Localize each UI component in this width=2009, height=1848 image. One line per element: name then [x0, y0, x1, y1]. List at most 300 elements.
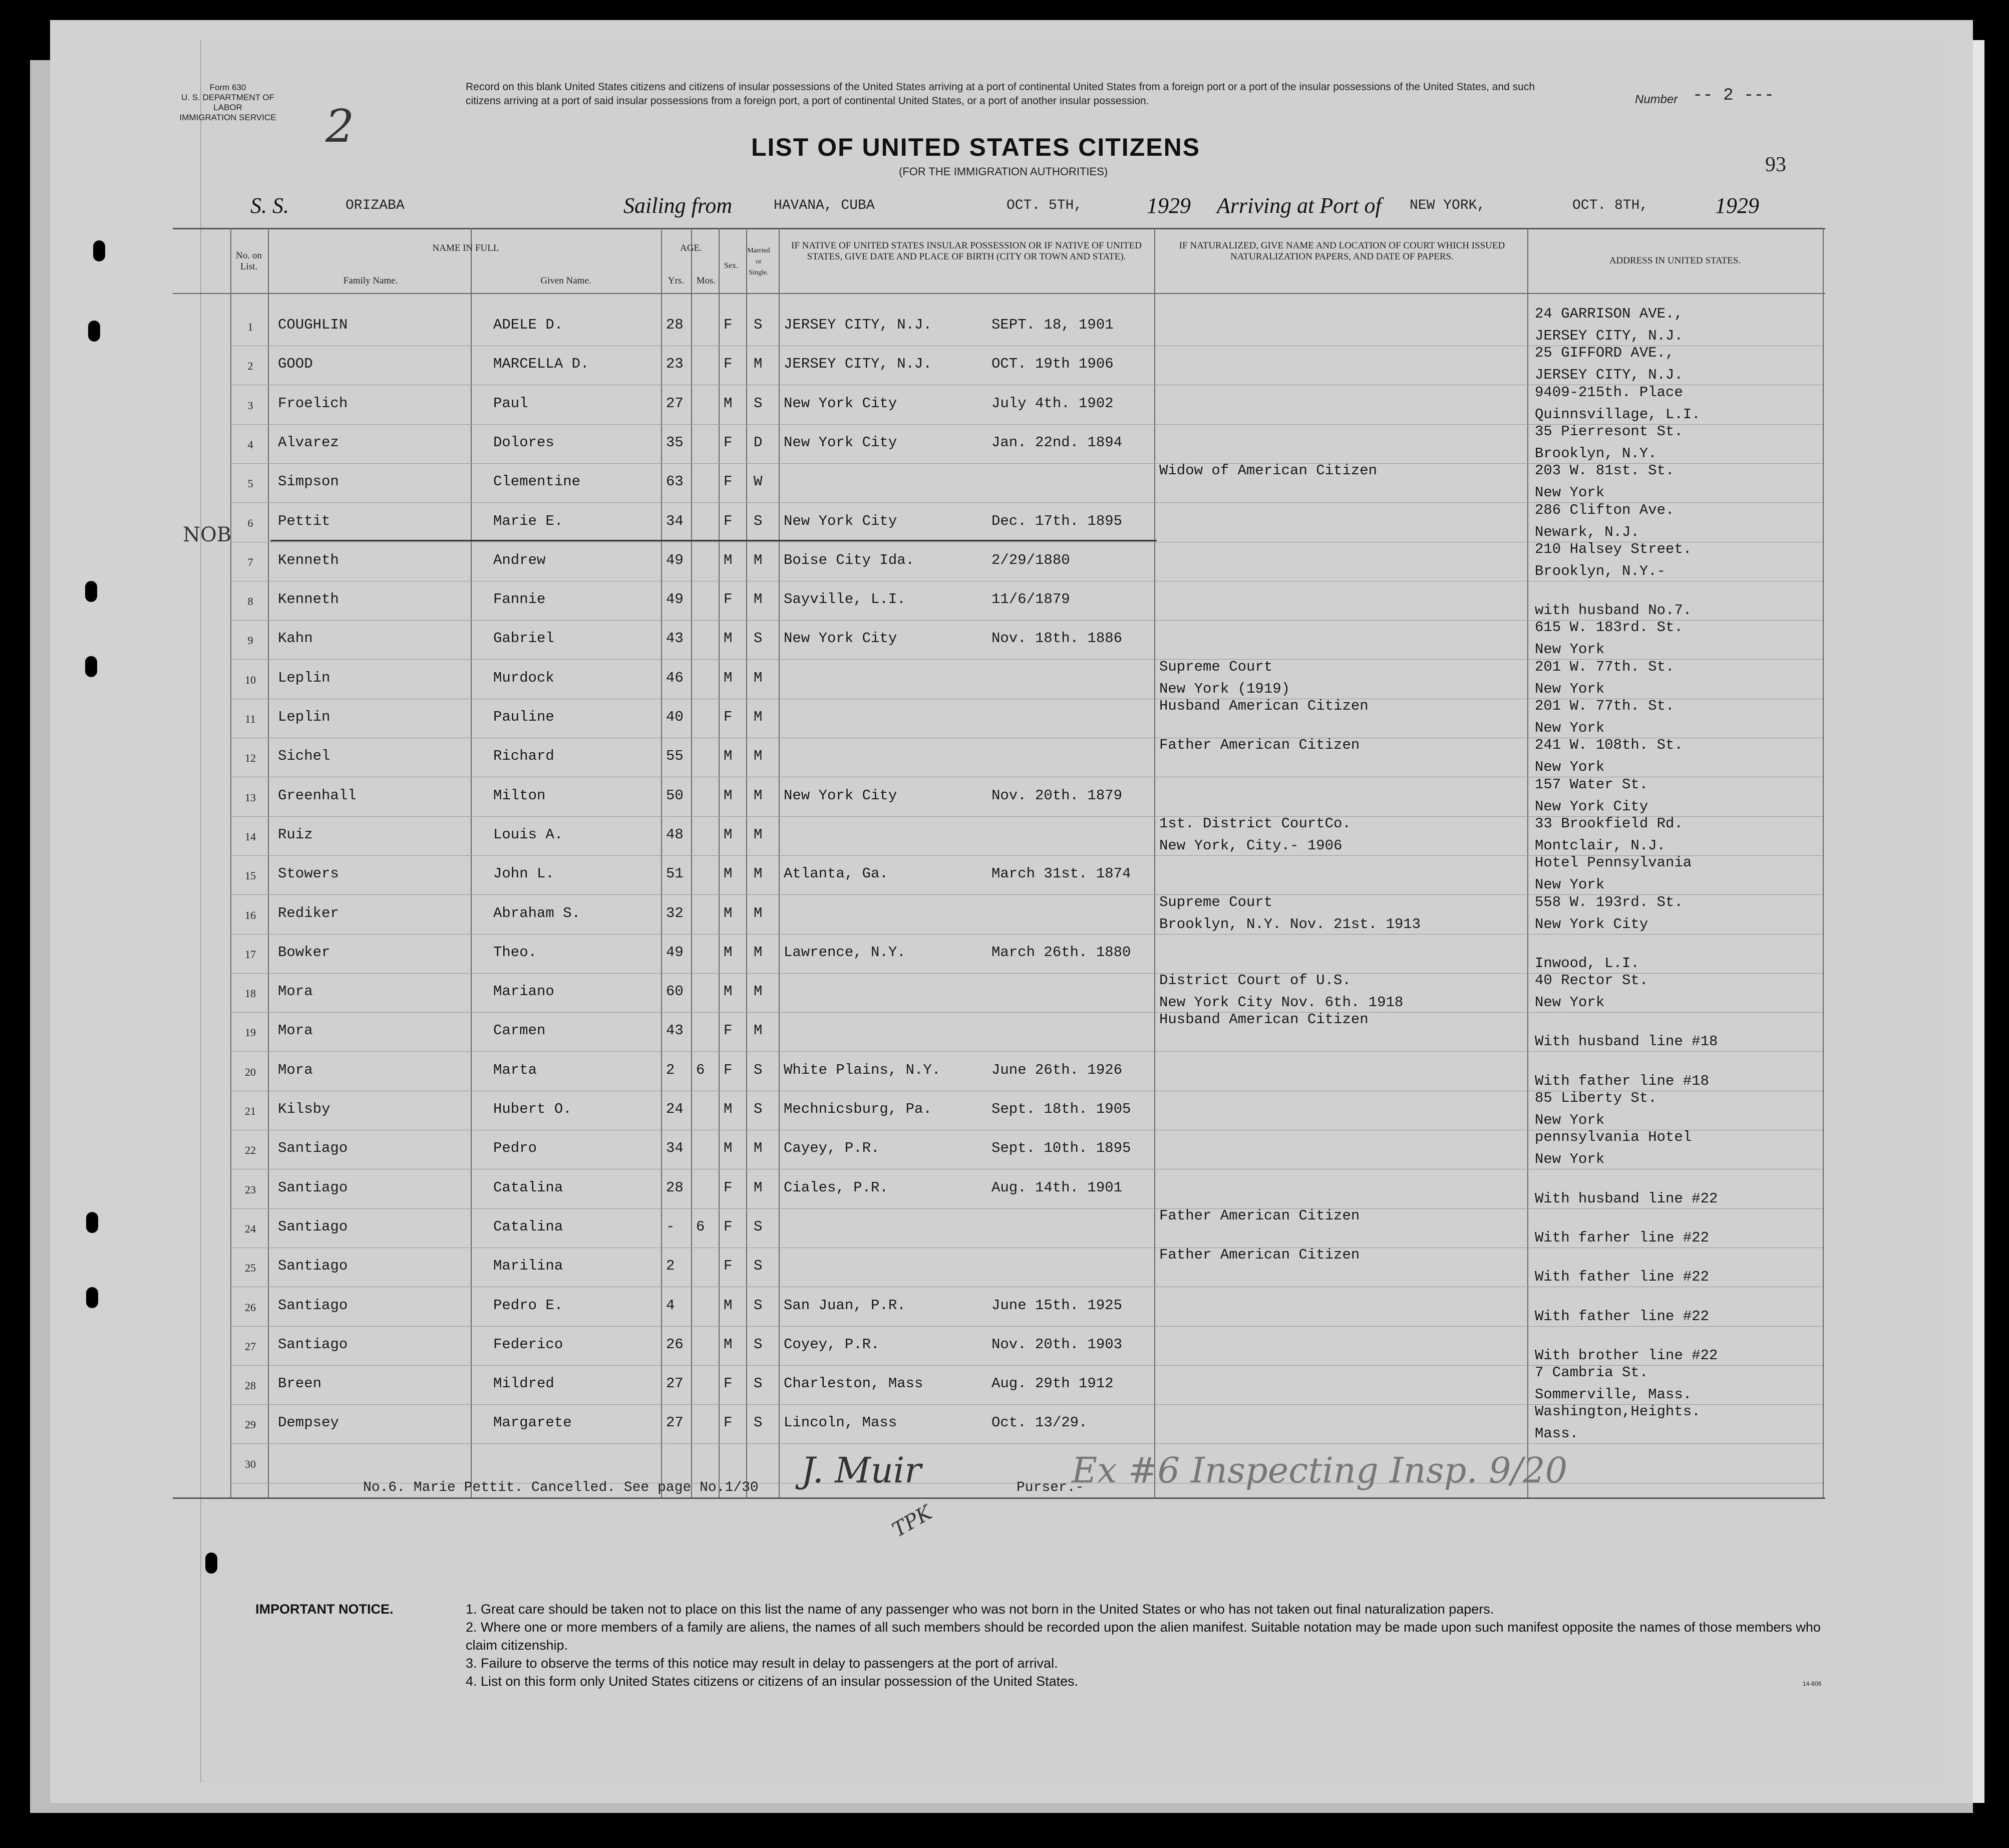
family-name: Santiago: [278, 1218, 348, 1235]
age-years: 24: [666, 1101, 684, 1117]
important-notice: [255, 1600, 1833, 1690]
given-name: Louis A.: [493, 826, 563, 843]
family-name: Pettit: [278, 512, 330, 529]
sex: M: [724, 669, 733, 686]
address-line-1: 33 Brookfield Rd.: [1535, 815, 1683, 832]
marital-status: M: [754, 787, 763, 804]
address-line-2: JERSEY CITY, N.J.: [1535, 328, 1683, 344]
naturalization: District Court of U.S.: [1159, 972, 1351, 989]
marital-status: M: [754, 748, 763, 765]
sex: F: [724, 1414, 733, 1431]
sex: F: [724, 356, 733, 373]
marital-status: S: [754, 395, 763, 412]
sex: M: [724, 787, 733, 804]
birth-place: New York City: [784, 395, 897, 412]
sex: M: [724, 1140, 733, 1157]
given-name: John L.: [493, 865, 554, 882]
marital-status: S: [754, 1375, 763, 1392]
address-line-1: 558 W. 193rd. St.: [1535, 893, 1683, 910]
family-name: Ruiz: [278, 826, 313, 843]
family-name: Mora: [278, 1061, 313, 1078]
age-years: 46: [666, 669, 684, 686]
sailing-from: HAVANA, CUBA: [774, 198, 875, 213]
table-top-rule: [173, 228, 1825, 229]
marital-status: M: [754, 1022, 763, 1039]
sex: M: [724, 1297, 733, 1314]
column-rule: [230, 228, 231, 1497]
col-yrs: Yrs.: [667, 275, 685, 286]
row-number: 18: [245, 987, 256, 1000]
address-line-1: 85 Liberty St.: [1535, 1090, 1657, 1106]
punch-hole: [86, 1212, 98, 1233]
address-line-2: Brooklyn, N.Y.-: [1535, 562, 1666, 579]
address-line-1: 203 W. 81st. St.: [1535, 462, 1675, 479]
age-years: 2: [666, 1061, 675, 1078]
age-years: 51: [666, 865, 684, 882]
form-id-block: [170, 83, 285, 123]
naturalization: Husband American Citizen: [1159, 698, 1369, 714]
given-name: Abraham S.: [493, 904, 581, 921]
address-line-2: New York: [1535, 484, 1605, 501]
row-number: 20: [245, 1065, 256, 1078]
family-name: Kenneth: [278, 591, 339, 608]
age-years: -: [666, 1218, 675, 1235]
column-rule: [1823, 228, 1824, 1497]
birth-place: JERSEY CITY, N.J.: [784, 356, 932, 373]
age-years: 2: [666, 1258, 675, 1275]
age-years: 32: [666, 904, 684, 921]
address-line-2: With husband line #22: [1535, 1190, 1718, 1207]
page-subtitle: (FOR THE IMMIGRATION AUTHORITIES): [899, 165, 1108, 178]
age-years: 27: [666, 395, 684, 412]
address-line-2: New York: [1535, 720, 1605, 736]
row-number: 1: [247, 321, 253, 333]
notice-heading: IMPORTANT NOTICE.: [255, 1602, 394, 1617]
given-name: Fannie: [493, 591, 546, 608]
address-line-2: With father line #22: [1535, 1308, 1710, 1325]
birth-date: 2/29/1880: [991, 551, 1070, 568]
given-name: Pedro E.: [493, 1297, 563, 1314]
address-line-2: Brooklyn, N.Y.: [1535, 445, 1657, 462]
address-line-1: 201 W. 77th. St.: [1535, 658, 1675, 675]
sex: F: [724, 1218, 733, 1235]
marital-status: M: [754, 944, 763, 961]
form-code: 14-606: [1803, 1680, 1822, 1687]
birth-date: June 26th. 1926: [991, 1061, 1123, 1078]
given-name: Catalina: [493, 1179, 563, 1196]
sex: M: [724, 395, 733, 412]
sailing-year: 1929: [1147, 193, 1191, 218]
sex: F: [724, 1022, 733, 1039]
birth-date: Jan. 22nd. 1894: [991, 434, 1123, 451]
marital-status: S: [754, 630, 763, 647]
birth-date: Nov. 18th. 1886: [991, 630, 1123, 647]
marital-status: M: [754, 669, 763, 686]
sailing-date: OCT. 5TH,: [1007, 198, 1083, 213]
number-label: Number: [1635, 93, 1678, 106]
punch-hole: [93, 240, 105, 261]
notice-item: 1. Great care should be taken not to place on this list the name of any passenger who was not born in the United States or who has not taken out final naturalization papers.: [466, 1602, 1494, 1617]
birth-place: New York City: [784, 787, 897, 804]
marital-status: M: [754, 356, 763, 373]
address-line-1: 286 Clifton Ave.: [1535, 501, 1675, 518]
family-name: Santiago: [278, 1140, 348, 1157]
address-line-2: With father line #22: [1535, 1269, 1710, 1286]
row-number: 25: [245, 1262, 256, 1275]
sex: F: [724, 434, 733, 451]
age-years: 26: [666, 1336, 684, 1353]
family-name: Stowers: [278, 865, 339, 882]
col-given: Given Name.: [540, 275, 591, 286]
birth-date: SEPT. 18, 1901: [991, 317, 1114, 333]
col-no: No. on List.: [236, 250, 262, 272]
address-line-2: New York: [1535, 1112, 1605, 1128]
marital-status: S: [754, 1336, 763, 1353]
ss-label: S. S.: [250, 193, 289, 218]
marital-status: S: [754, 1258, 763, 1275]
birth-place: Lincoln, Mass: [784, 1414, 897, 1431]
col-sex: Sex.: [724, 261, 738, 270]
family-name: Froelich: [278, 395, 348, 412]
age-years: 27: [666, 1414, 684, 1431]
column-rule: [779, 228, 780, 1497]
given-name: Hubert O.: [493, 1101, 572, 1117]
marital-status: D: [754, 434, 763, 451]
col-age: AGE.: [680, 243, 702, 253]
sex: F: [724, 1258, 733, 1275]
age-years: 28: [666, 1179, 684, 1196]
birth-date: OCT. 19th 1906: [991, 356, 1114, 373]
address-line-2: Inwood, L.I.: [1535, 955, 1639, 972]
table-bottom-rule: [173, 1497, 1825, 1499]
punch-hole: [88, 321, 100, 342]
age-years: 50: [666, 787, 684, 804]
marital-status: S: [754, 1297, 763, 1314]
age-years: 40: [666, 709, 684, 725]
birth-date: Oct. 13/29.: [991, 1414, 1088, 1431]
address-line-1: 9409-215th. Place: [1535, 384, 1683, 401]
birth-place: Boise City Ida.: [784, 551, 915, 568]
row-rule: [230, 934, 1823, 935]
column-rule: [268, 228, 269, 1497]
address-line-2: With father line #18: [1535, 1072, 1710, 1089]
row-number: 16: [245, 908, 256, 921]
family-name: Simpson: [278, 473, 339, 490]
sailing-label: Sailing from: [623, 193, 733, 218]
row-number: 6: [247, 516, 253, 529]
age-years: 43: [666, 630, 684, 647]
marital-status: M: [754, 591, 763, 608]
col-naturalized: IF NATURALIZED, GIVE NAME AND LOCATION OF COURT WHICH ISSUED NATURALIZATION PAPERS, AND DATE OF PAPERS.: [1179, 240, 1505, 262]
given-name: ADELE D.: [493, 317, 563, 333]
birth-date: July 4th. 1902: [991, 395, 1114, 412]
naturalization: Supreme Court: [1159, 658, 1273, 675]
col-family: Family Name.: [343, 275, 398, 286]
inspector-note: Ex #6 Inspecting Insp. 9/20: [1072, 1450, 1568, 1491]
address-line-1: 201 W. 77th. St.: [1535, 698, 1675, 714]
naturalization: Father American Citizen: [1159, 737, 1360, 754]
marital-status: M: [754, 1140, 763, 1157]
address-line-2: with husband No.7.: [1535, 602, 1692, 619]
given-name: Mariano: [493, 983, 554, 1000]
marital-status: M: [754, 865, 763, 882]
address-line-2: New York: [1535, 759, 1605, 776]
address-line-2: New York City: [1535, 798, 1648, 815]
age-years: 60: [666, 983, 684, 1000]
intro-text: Record on this blank United States citizens and citizens of insular possessions of the United States arriving at a port of continental United States from a foreign port or a port of the insular possessions of the United States, and such citizens arriving at a port of said insular possessions from a foreign port, a port of continental United States, or a port of another insular possession.: [466, 81, 1535, 107]
birth-date: Aug. 29th 1912: [991, 1375, 1114, 1392]
age-years: 49: [666, 944, 684, 961]
marital-status: M: [754, 709, 763, 725]
birth-place: White Plains, N.Y.: [784, 1061, 941, 1078]
birth-place: Ciales, P.R.: [784, 1179, 888, 1196]
address-line-2: Quinnsvillage, L.I.: [1535, 406, 1701, 423]
marital-status: M: [754, 904, 763, 921]
row-number: 8: [247, 595, 253, 608]
family-name: Santiago: [278, 1179, 348, 1196]
row-number: 13: [245, 791, 256, 804]
family-name: Sichel: [278, 748, 330, 765]
family-name: Santiago: [278, 1258, 348, 1275]
address-line-1: 210 Halsey Street.: [1535, 540, 1692, 557]
birth-date: March 31st. 1874: [991, 865, 1131, 882]
family-name: Leplin: [278, 669, 330, 686]
header-bottom-rule: [173, 293, 1825, 294]
given-name: Clementine: [493, 473, 581, 490]
column-rule: [691, 228, 692, 1497]
birth-date: Sept. 10th. 1895: [991, 1140, 1131, 1157]
row-number: 10: [245, 673, 256, 686]
department: U. S. DEPARTMENT OF LABOR: [181, 93, 275, 112]
notice-item: 3. Failure to observe the terms of this notice may result in delay to passengers at the port of arrival.: [466, 1656, 1058, 1671]
naturalization: 1st. District CourtCo.: [1159, 815, 1351, 832]
form-sheet: [200, 40, 1944, 1783]
age-months: 6: [696, 1061, 705, 1078]
address-line-1: 615 W. 183rd. St.: [1535, 619, 1683, 636]
sex: M: [724, 944, 733, 961]
birth-place: Coyey, P.R.: [784, 1336, 880, 1353]
naturalization-detail: New York (1919): [1159, 680, 1290, 697]
address-line-2: New York: [1535, 680, 1605, 697]
sex: M: [724, 1336, 733, 1353]
row-number: 7: [247, 555, 253, 568]
family-name: Alvarez: [278, 434, 339, 451]
column-rule: [471, 228, 472, 1497]
sex: F: [724, 512, 733, 529]
birth-place: Charleston, Mass: [784, 1375, 923, 1392]
birth-date: Nov. 20th. 1903: [991, 1336, 1123, 1353]
marital-status: M: [754, 1179, 763, 1196]
sex: M: [724, 748, 733, 765]
marital-status: S: [754, 1101, 763, 1117]
address-line-2: With farher line #22: [1535, 1229, 1710, 1246]
marital-status: S: [754, 1414, 763, 1431]
address-line-1: 157 Water St.: [1535, 776, 1648, 793]
cancel-strike: [270, 540, 1157, 541]
birth-place: Sayville, L.I.: [784, 591, 906, 608]
row-number: 17: [245, 948, 256, 961]
row-number: 11: [245, 713, 256, 725]
page-mark: 93: [1765, 153, 1786, 176]
address-line-1: pennsylvania Hotel: [1535, 1129, 1692, 1146]
sex: M: [724, 826, 733, 843]
arriving-date: OCT. 8TH,: [1572, 198, 1648, 213]
col-married: Married or Single.: [747, 247, 770, 276]
arriving-label: Arriving at Port of: [1217, 193, 1382, 218]
sex: F: [724, 317, 733, 333]
row-number: 21: [245, 1105, 256, 1117]
birth-place: New York City: [784, 512, 897, 529]
address-line-2: New York: [1535, 994, 1605, 1011]
row-number: 19: [245, 1026, 256, 1039]
marital-status: S: [754, 1218, 763, 1235]
family-name: Greenhall: [278, 787, 357, 804]
given-name: Marta: [493, 1061, 537, 1078]
birth-place: Atlanta, Ga.: [784, 865, 888, 882]
naturalization: Husband American Citizen: [1159, 1011, 1369, 1028]
address-line-1: 241 W. 108th. St.: [1535, 737, 1683, 754]
birth-date: Nov. 20th. 1879: [991, 787, 1123, 804]
row-number: 22: [245, 1144, 256, 1157]
birth-place: Mechnicsburg, Pa.: [784, 1101, 932, 1117]
birth-place: JERSEY CITY, N.J.: [784, 317, 932, 333]
marital-status: S: [754, 317, 763, 333]
row-number: 12: [245, 752, 256, 765]
given-name: Andrew: [493, 551, 546, 568]
sex: M: [724, 1101, 733, 1117]
given-name: Milton: [493, 787, 546, 804]
address-line-2: With husband line #18: [1535, 1033, 1718, 1050]
given-name: Pauline: [493, 709, 554, 725]
age-years: 23: [666, 356, 684, 373]
ship-name: ORIZABA: [346, 198, 405, 213]
given-name: Carmen: [493, 1022, 546, 1039]
notice-item: 4. List on this form only United States citizens or citizens of an insular possession of the United States.: [466, 1674, 1079, 1689]
marital-status: M: [754, 826, 763, 843]
birth-place: San Juan, P.R.: [784, 1297, 906, 1314]
sex: M: [724, 630, 733, 647]
purser-signature: J. Muir: [801, 1450, 921, 1491]
address-line-1: 40 Rector St.: [1535, 972, 1648, 989]
family-name: Mora: [278, 983, 313, 1000]
marital-status: W: [754, 473, 763, 490]
column-rule: [661, 228, 662, 1497]
row-number: 2: [247, 360, 253, 373]
sex: M: [724, 904, 733, 921]
age-years: 34: [666, 512, 684, 529]
col-name-in-full: NAME IN FULL: [432, 243, 499, 253]
punch-hole: [205, 1553, 217, 1574]
family-name: Santiago: [278, 1297, 348, 1314]
age-years: 48: [666, 826, 684, 843]
sex: F: [724, 1061, 733, 1078]
row-number: 5: [247, 477, 253, 490]
address-line-2: New York: [1535, 1151, 1605, 1168]
naturalization: Father American Citizen: [1159, 1207, 1360, 1224]
given-name: Theo.: [493, 944, 537, 961]
address-line-2: Montclair, N.J.: [1535, 837, 1666, 854]
address-line-1: 35 Pierresont St.: [1535, 423, 1683, 440]
row-rule: [230, 1443, 1823, 1444]
sex: F: [724, 1179, 733, 1196]
address-line-2: JERSEY CITY, N.J.: [1535, 367, 1683, 384]
row-number: 26: [245, 1301, 256, 1314]
arriving-port: NEW YORK,: [1410, 198, 1486, 213]
column-rule: [746, 228, 747, 1497]
nob-mark: NOB: [183, 523, 232, 546]
naturalization: Widow of American Citizen: [1159, 462, 1378, 479]
address-line-2: New York City: [1535, 915, 1648, 933]
page-title: LIST OF UNITED STATES CITIZENS: [751, 133, 1201, 161]
sex: M: [724, 983, 733, 1000]
address-line-1: 25 GIFFORD AVE.,: [1535, 345, 1675, 362]
given-name: Marilina: [493, 1258, 563, 1275]
given-name: Richard: [493, 748, 554, 765]
age-months: 6: [696, 1218, 705, 1235]
sex: F: [724, 709, 733, 725]
sex: M: [724, 551, 733, 568]
handwritten-mark: 2: [325, 100, 355, 153]
marital-status: M: [754, 551, 763, 568]
given-name: MARCELLA D.: [493, 356, 589, 373]
column-rule: [719, 228, 720, 1497]
column-rule: [1527, 228, 1528, 1497]
family-name: Rediker: [278, 904, 339, 921]
row-number: 9: [247, 634, 253, 647]
number-value: -- 2 ---: [1693, 86, 1775, 105]
address-line-1: 24 GARRISON AVE.,: [1535, 305, 1683, 322]
age-years: 28: [666, 317, 684, 333]
address-line-1: 7 Cambria St.: [1535, 1364, 1648, 1381]
naturalization-detail: Brooklyn, N.Y. Nov. 21st. 1913: [1159, 915, 1421, 933]
row-rule: [230, 1051, 1823, 1052]
birth-place: Cayey, P.R.: [784, 1140, 880, 1157]
notice-item: 2. Where one or more members of a family are aliens, the names of all such members should be recorded upon the alien manifest. Suitable notation may be made upon such manifest opposite the names of those members who claim citizenship.: [466, 1620, 1821, 1653]
family-name: Kahn: [278, 630, 313, 647]
sex: M: [724, 865, 733, 882]
birth-place: Lawrence, N.Y.: [784, 944, 906, 961]
sex: F: [724, 1375, 733, 1392]
given-name: Pedro: [493, 1140, 537, 1157]
age-years: 27: [666, 1375, 684, 1392]
birth-date: March 26th. 1880: [991, 944, 1131, 961]
address-line-1: Hotel Pennsylvania: [1535, 854, 1692, 871]
address-line-2: Newark, N.J.: [1535, 523, 1639, 540]
address-line-2: Mass.: [1535, 1425, 1579, 1442]
family-name: Bowker: [278, 944, 330, 961]
given-name: Margarete: [493, 1414, 572, 1431]
address-line-2: New York: [1535, 641, 1605, 658]
family-name: Breen: [278, 1375, 322, 1392]
given-name: Murdock: [493, 669, 554, 686]
row-number: 14: [245, 830, 256, 843]
purser-label: Purser.-: [1017, 1480, 1084, 1495]
birth-date: Sept. 18th. 1905: [991, 1101, 1131, 1117]
punch-hole: [85, 656, 97, 677]
age-years: 63: [666, 473, 684, 490]
address-line-2: Sommerville, Mass.: [1535, 1386, 1692, 1403]
sex: F: [724, 473, 733, 490]
service: IMMIGRATION SERVICE: [179, 113, 276, 122]
family-name: Dempsey: [278, 1414, 339, 1431]
age-years: 35: [666, 434, 684, 451]
given-name: Dolores: [493, 434, 554, 451]
birth-date: Aug. 14th. 1901: [991, 1179, 1123, 1196]
family-name: Kilsby: [278, 1101, 330, 1117]
given-name: Gabriel: [493, 630, 554, 647]
marital-status: S: [754, 1061, 763, 1078]
marital-status: S: [754, 512, 763, 529]
